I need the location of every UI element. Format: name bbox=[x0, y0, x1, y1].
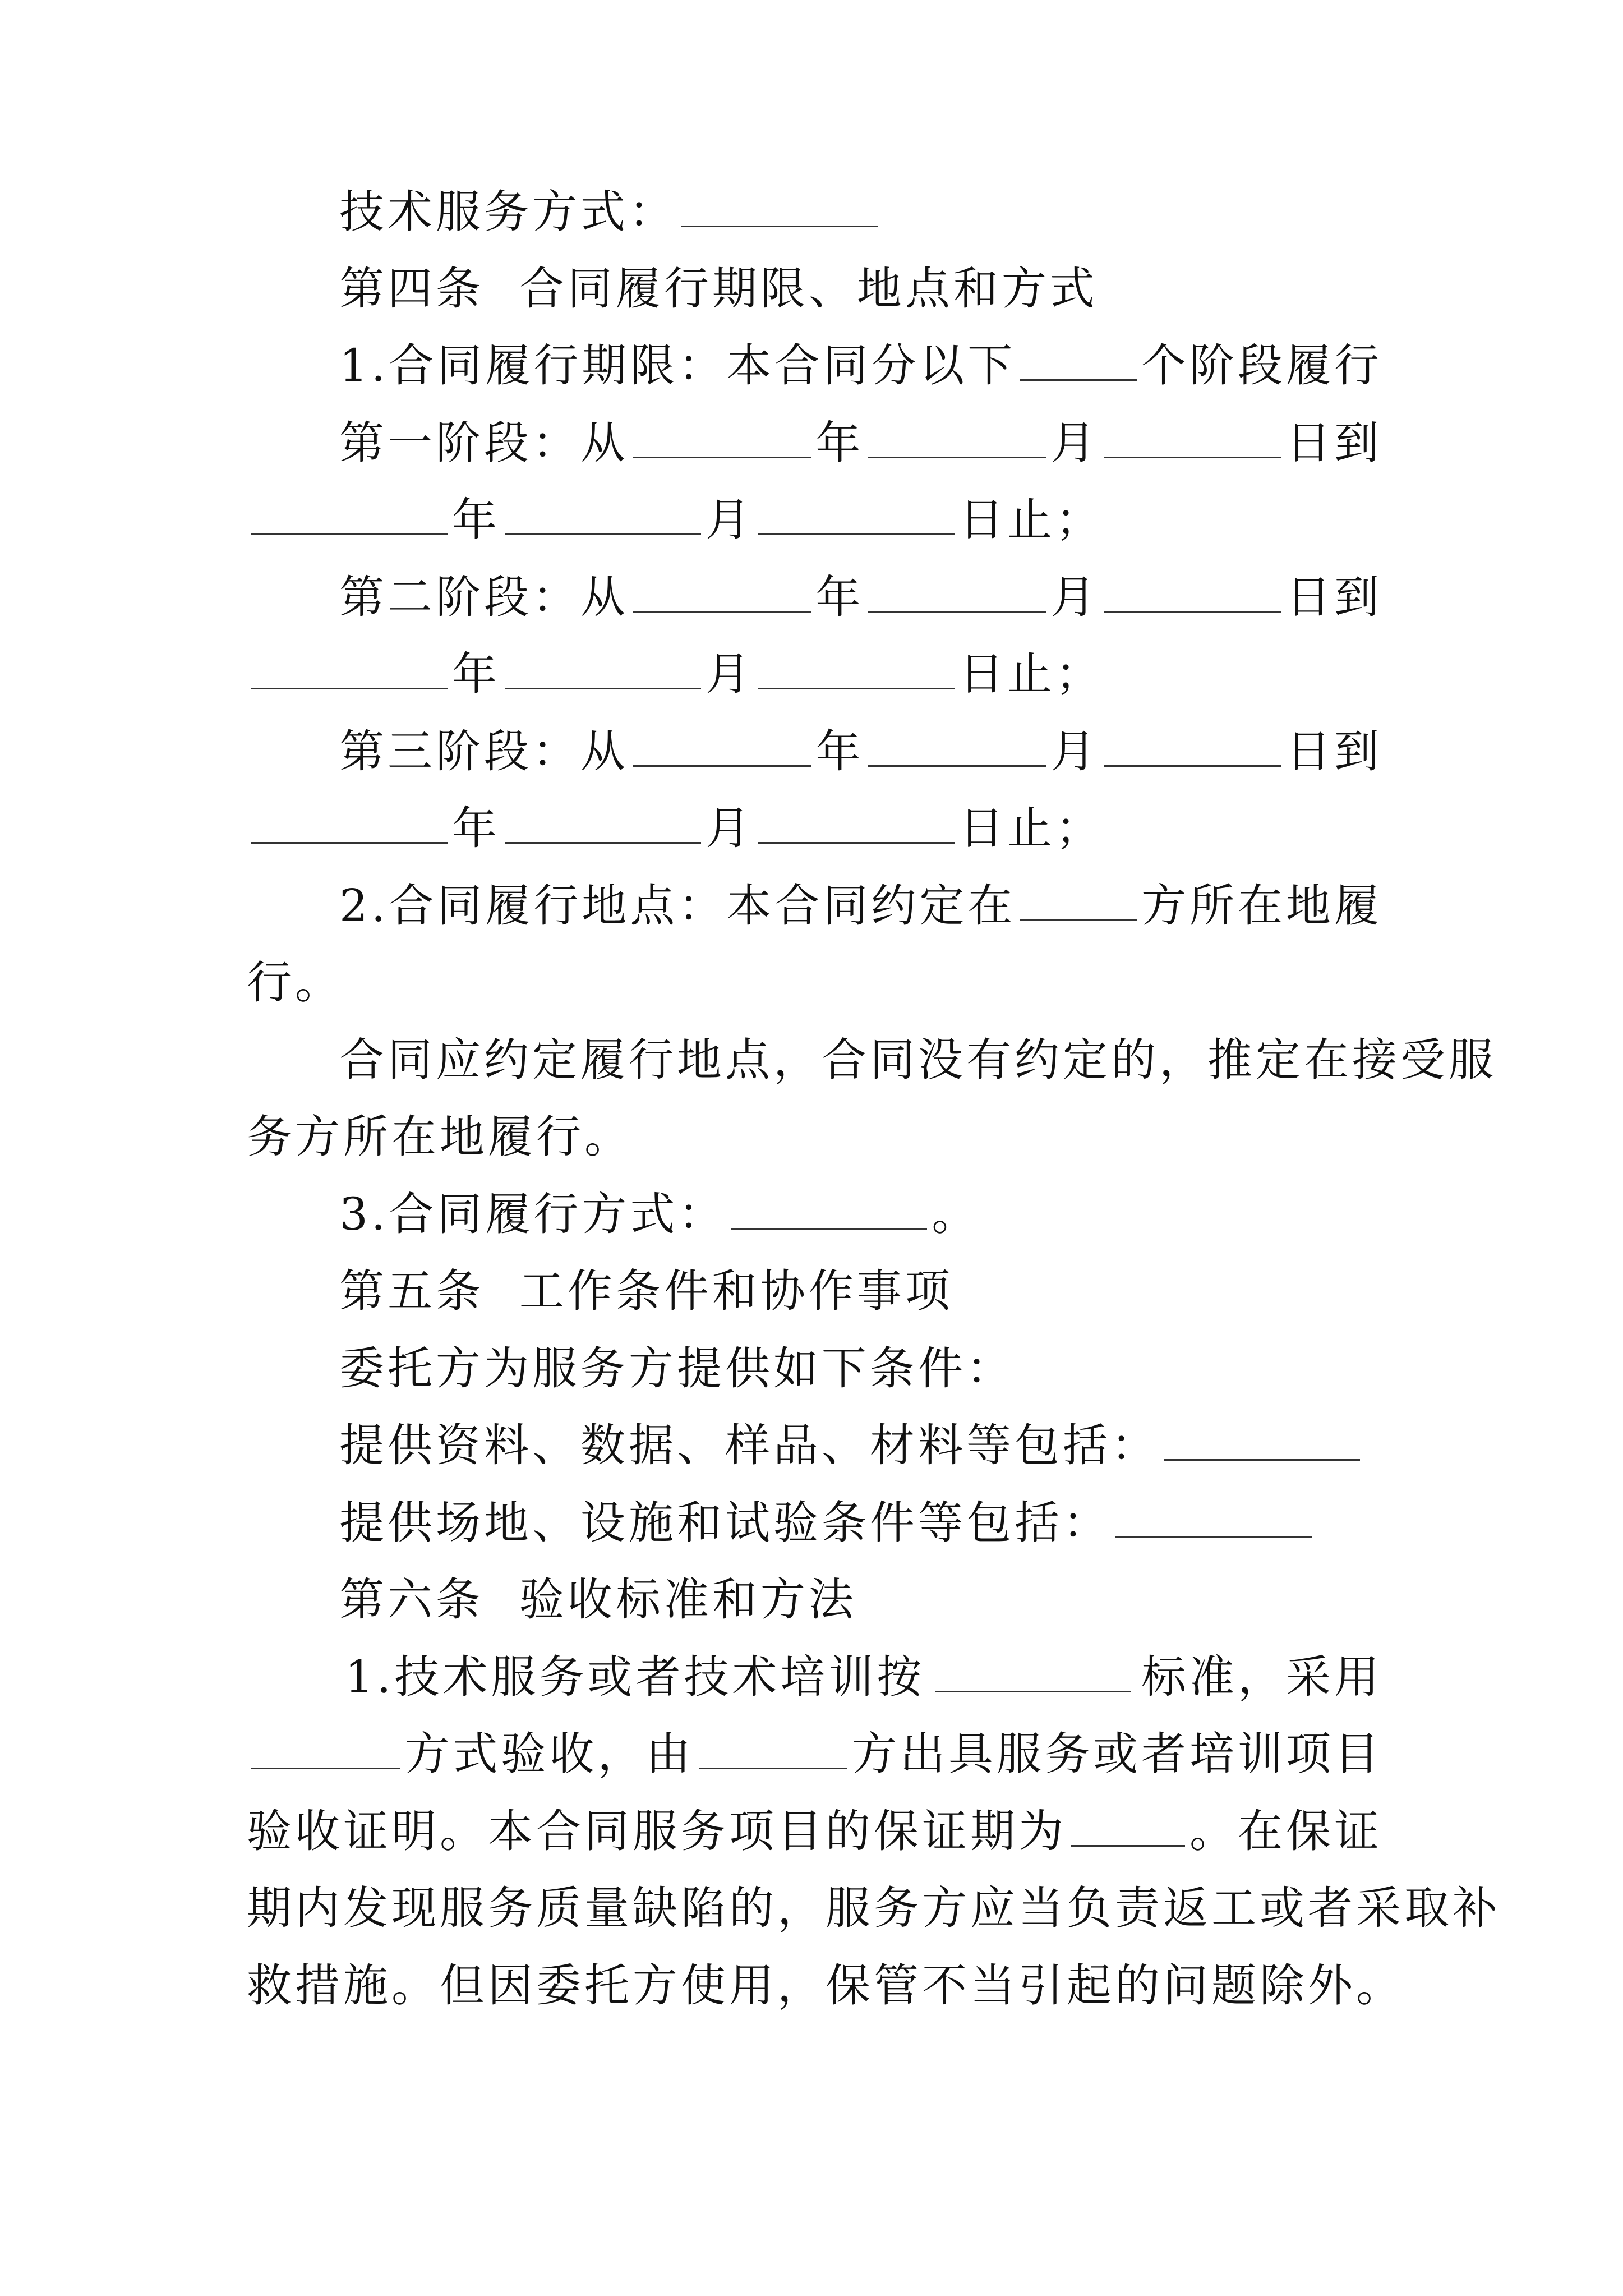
text-line bbox=[247, 1880, 1501, 1936]
fill-in-blank[interactable] bbox=[1115, 1497, 1312, 1538]
fill-in-blank[interactable] bbox=[633, 572, 811, 613]
fill-in-blank[interactable] bbox=[1071, 1806, 1185, 1847]
fill-in-blank[interactable] bbox=[1020, 880, 1137, 921]
line-text: 个阶段履行 bbox=[1141, 339, 1382, 392]
line-text: 年 bbox=[452, 802, 500, 854]
fill-in-blank[interactable] bbox=[758, 648, 955, 689]
line-text: 第二阶段：从 bbox=[339, 571, 629, 623]
fill-in-blank[interactable] bbox=[251, 803, 448, 844]
line-text: 年 bbox=[815, 417, 864, 469]
line-text: 第三阶段：从 bbox=[339, 725, 629, 777]
fill-in-blank[interactable] bbox=[868, 726, 1046, 767]
line-text: 月 bbox=[1050, 571, 1099, 623]
line-text: 日到 bbox=[1285, 417, 1382, 469]
line-text: 日止； bbox=[959, 494, 1104, 546]
fill-in-blank[interactable] bbox=[699, 1728, 848, 1769]
line-text: 行。 bbox=[247, 956, 343, 1009]
fill-in-blank[interactable] bbox=[505, 494, 701, 535]
fill-in-blank[interactable] bbox=[251, 1728, 400, 1769]
line-text: 提供场地、设施和试验条件等包括： bbox=[339, 1497, 1111, 1549]
fill-in-blank[interactable] bbox=[1104, 572, 1281, 613]
fill-in-blank[interactable] bbox=[681, 186, 878, 227]
fill-in-blank[interactable] bbox=[251, 648, 448, 689]
text-line bbox=[339, 415, 1382, 471]
fill-in-blank[interactable] bbox=[505, 803, 701, 844]
fill-in-blank[interactable] bbox=[505, 648, 701, 689]
text-line bbox=[339, 1032, 1497, 1088]
line-text: 委托方为服务方提供如下条件： bbox=[339, 1342, 1015, 1395]
line-text: 标准，采用 bbox=[1141, 1651, 1382, 1703]
line-text: 方式验收，由 bbox=[404, 1728, 694, 1780]
text-line bbox=[339, 724, 1382, 780]
line-text: 3.合同履行方式： bbox=[339, 1188, 727, 1240]
line-text: 务方所在地履行。 bbox=[247, 1111, 633, 1163]
fill-in-blank[interactable] bbox=[1020, 340, 1137, 381]
line-text: 第四条 合同履行期限、地点和方式 bbox=[339, 263, 1098, 315]
line-text: 日到 bbox=[1285, 571, 1382, 623]
line-text: 年 bbox=[452, 648, 500, 700]
line-text: 第六条 验收标准和方法 bbox=[339, 1573, 857, 1626]
line-text: 日止； bbox=[959, 648, 1104, 700]
fill-in-blank[interactable] bbox=[633, 726, 811, 767]
text-line bbox=[339, 261, 1098, 317]
text-line bbox=[345, 1649, 1382, 1705]
line-text: 年 bbox=[815, 725, 864, 777]
line-text: 。 bbox=[932, 1188, 980, 1240]
line-text: 月 bbox=[706, 802, 754, 854]
text-line bbox=[247, 1726, 1382, 1782]
text-line bbox=[247, 492, 1104, 548]
line-text: 第一阶段：从 bbox=[339, 417, 629, 469]
text-line bbox=[339, 1572, 857, 1628]
line-text: 第五条 工作条件和协作事项 bbox=[339, 1265, 953, 1317]
line-text: 月 bbox=[706, 648, 754, 700]
line-text: 期内发现服务质量缺陷的，服务方应当负责返工或者采取补 bbox=[247, 1882, 1501, 1934]
line-text: 方所在地履 bbox=[1141, 880, 1382, 932]
text-line bbox=[339, 569, 1382, 625]
fill-in-blank[interactable] bbox=[868, 417, 1046, 458]
line-text: 方出具服务或者培训项目 bbox=[852, 1728, 1382, 1780]
line-text: 月 bbox=[1050, 725, 1099, 777]
text-line bbox=[247, 1958, 1404, 2014]
fill-in-blank[interactable] bbox=[758, 803, 955, 844]
fill-in-blank[interactable] bbox=[935, 1651, 1131, 1692]
line-text: 技术服务方式： bbox=[339, 186, 677, 238]
text-line bbox=[247, 1803, 1382, 1860]
text-line bbox=[339, 878, 1382, 934]
text-line bbox=[339, 184, 882, 240]
text-line bbox=[247, 955, 343, 1011]
line-text: 2.合同履行地点：本合同约定在 bbox=[339, 880, 1016, 932]
line-text: 提供资料、数据、样品、材料等包括： bbox=[339, 1419, 1159, 1471]
line-text: 合同应约定履行地点，合同没有约定的，推定在接受服 bbox=[339, 1034, 1497, 1086]
line-text: 1.技术服务或者技术培训按 bbox=[345, 1651, 925, 1703]
fill-in-blank[interactable] bbox=[1104, 726, 1281, 767]
fill-in-blank[interactable] bbox=[731, 1189, 927, 1230]
text-line bbox=[339, 1495, 1316, 1551]
line-text: 年 bbox=[815, 571, 864, 623]
line-text: 日止； bbox=[959, 802, 1104, 854]
line-text: 年 bbox=[452, 494, 500, 546]
fill-in-blank[interactable] bbox=[1164, 1420, 1360, 1461]
text-line bbox=[247, 646, 1104, 702]
line-text: 救措施。但因委托方使用，保管不当引起的问题除外。 bbox=[247, 1959, 1404, 2012]
fill-in-blank[interactable] bbox=[1104, 417, 1281, 458]
line-text: 验收证明。本合同服务项目的保证期为 bbox=[247, 1805, 1067, 1857]
text-line bbox=[339, 338, 1382, 394]
fill-in-blank[interactable] bbox=[251, 494, 448, 535]
text-line bbox=[339, 1341, 1015, 1397]
text-line bbox=[339, 1186, 980, 1243]
line-text: 月 bbox=[706, 494, 754, 546]
fill-in-blank[interactable] bbox=[633, 417, 811, 458]
line-text: 月 bbox=[1050, 417, 1099, 469]
text-line bbox=[339, 1263, 953, 1319]
line-text: 日到 bbox=[1285, 725, 1382, 777]
fill-in-blank[interactable] bbox=[758, 494, 955, 535]
line-text: 。在保证 bbox=[1189, 1805, 1382, 1857]
text-line bbox=[339, 1418, 1364, 1474]
line-text: 1.合同履行期限：本合同分以下 bbox=[339, 339, 1016, 392]
fill-in-blank[interactable] bbox=[868, 572, 1046, 613]
text-line bbox=[247, 800, 1104, 857]
text-line bbox=[247, 1109, 633, 1165]
